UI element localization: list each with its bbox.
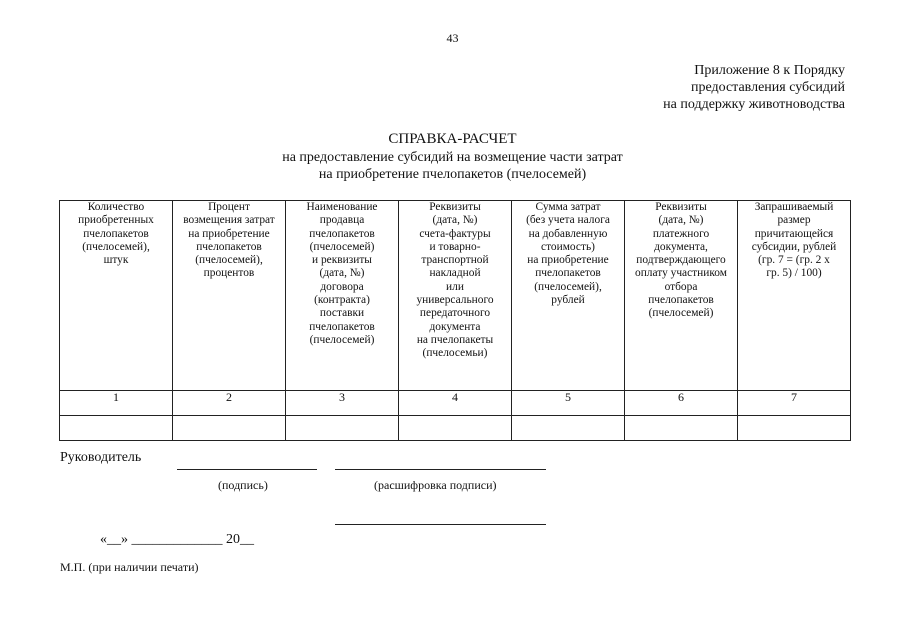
header-line: или [446,280,464,293]
header-line: и товарно- [429,240,481,253]
header-line: (дата, №) [658,214,704,227]
header-line: на приобретение [527,254,609,267]
signature-caption: (подпись) [218,478,268,492]
header-line: (пчелосемей) [648,307,714,320]
header-line: гр. 5) / 100) [766,267,822,280]
header-line: счета-фактуры [419,227,491,240]
header-cell [173,201,286,391]
header-line: на приобретение [188,227,270,240]
header-line: транспортной [421,254,489,267]
document-subtitle-line-1: на предоставление субсидий на возмещение части затрат [282,150,623,165]
header-line: приобретенных [78,214,154,227]
header-line: договора [320,280,364,293]
header-line: (пчелосемьи) [422,347,488,360]
data-cell[interactable] [173,416,286,441]
column-number-row [60,391,851,416]
data-cell[interactable] [738,416,851,441]
data-cell[interactable] [60,416,173,441]
header-line: Процент [208,201,250,213]
header-line: продавца [319,214,365,227]
header-line: Наименование [306,201,378,213]
header-line: платежного [652,227,710,240]
header-line: поставки [319,307,365,320]
header-line: процентов [203,267,255,280]
header-line: Сумма затрат [535,201,601,213]
header-line: причитающейся [754,227,834,240]
empty-data-row [60,416,851,441]
appendix-line-3: на поддержку животноводства [663,97,845,112]
header-line: стоимость) [541,240,595,253]
header-line: Реквизиты [655,201,707,213]
header-line: оплату участником [635,267,727,280]
column-number-cell: 6 [625,391,738,416]
calculation-table [59,200,851,441]
header-line: пчелопакетов [309,320,375,333]
date-line[interactable]: «__» _____________ 20__ [100,532,254,547]
header-line: на пчелопакеты [416,333,494,346]
page-number: 43 [446,31,459,45]
header-line: документа [429,320,481,333]
header-line: пчелопакетов [196,240,262,253]
header-cell [60,201,173,391]
header-line: Реквизиты [429,201,481,213]
header-line: (гр. 7 = (гр. 2 х [758,254,830,267]
data-cell[interactable] [286,416,399,441]
header-line: подтверждающего [636,254,726,267]
header-cell [512,201,625,391]
document-subtitle-line-2: на приобретение пчелопакетов (пчелосемей) [318,167,587,182]
head-label: Руководитель [60,450,142,465]
signature-decode-line[interactable] [335,469,546,470]
header-line: возмещения затрат [183,214,275,227]
header-cell [399,201,512,391]
header-line: Количество [87,201,145,213]
header-line: рублей [551,294,585,307]
header-line: (дата, №) [319,267,365,280]
header-line: (пчелосемей), [534,280,602,293]
data-cell[interactable] [625,416,738,441]
appendix-note [663,62,845,113]
column-number-cell: 3 [286,391,399,416]
header-cell [286,201,399,391]
header-line: (пчелосемей) [309,333,375,346]
header-line: отбора [664,280,698,293]
header-cell [625,201,738,391]
column-number-cell: 2 [173,391,286,416]
header-cell [738,201,851,391]
header-line: (контракта) [314,294,370,307]
header-line: пчелопакетов [309,227,375,240]
column-number-cell: 4 [399,391,512,416]
header-line: универсального [416,294,494,307]
header-line: (дата, №) [432,214,478,227]
header-line: (без учета налога [526,214,610,227]
document-title: СПРАВКА-РАСЧЕТ [388,131,517,147]
header-line: Запрашиваемый [754,201,834,213]
stamp-note: М.П. (при наличии печати) [60,560,199,574]
header-line: на добавленную [528,227,608,240]
signature-decode-caption: (расшифровка подписи) [374,478,497,492]
data-cell[interactable] [512,416,625,441]
header-line: (пчелосемей) [309,240,375,253]
header-line: передаточного [419,307,491,320]
table-header-row [60,201,851,391]
header-line: пчелопакетов [648,294,714,307]
header-line: субсидии, рублей [751,240,837,253]
header-line: и реквизиты [312,254,372,267]
column-number-cell: 1 [60,391,173,416]
header-line: накладной [429,267,481,280]
column-number-cell: 7 [738,391,851,416]
header-line: размер [777,214,811,227]
header-line: (пчелосемей), [82,240,150,253]
signature-line[interactable] [177,469,317,470]
column-number-cell: 5 [512,391,625,416]
header-line: (пчелосемей), [195,254,263,267]
header-line: штук [103,254,129,267]
header-line: документа, [654,240,708,253]
header-line: пчелопакетов [83,227,149,240]
data-cell[interactable] [399,416,512,441]
extra-line[interactable] [335,524,546,525]
appendix-line-2: предоставления субсидий [690,80,845,95]
header-line: пчелопакетов [535,267,601,280]
appendix-line-1: Приложение 8 к Порядку [694,63,845,78]
